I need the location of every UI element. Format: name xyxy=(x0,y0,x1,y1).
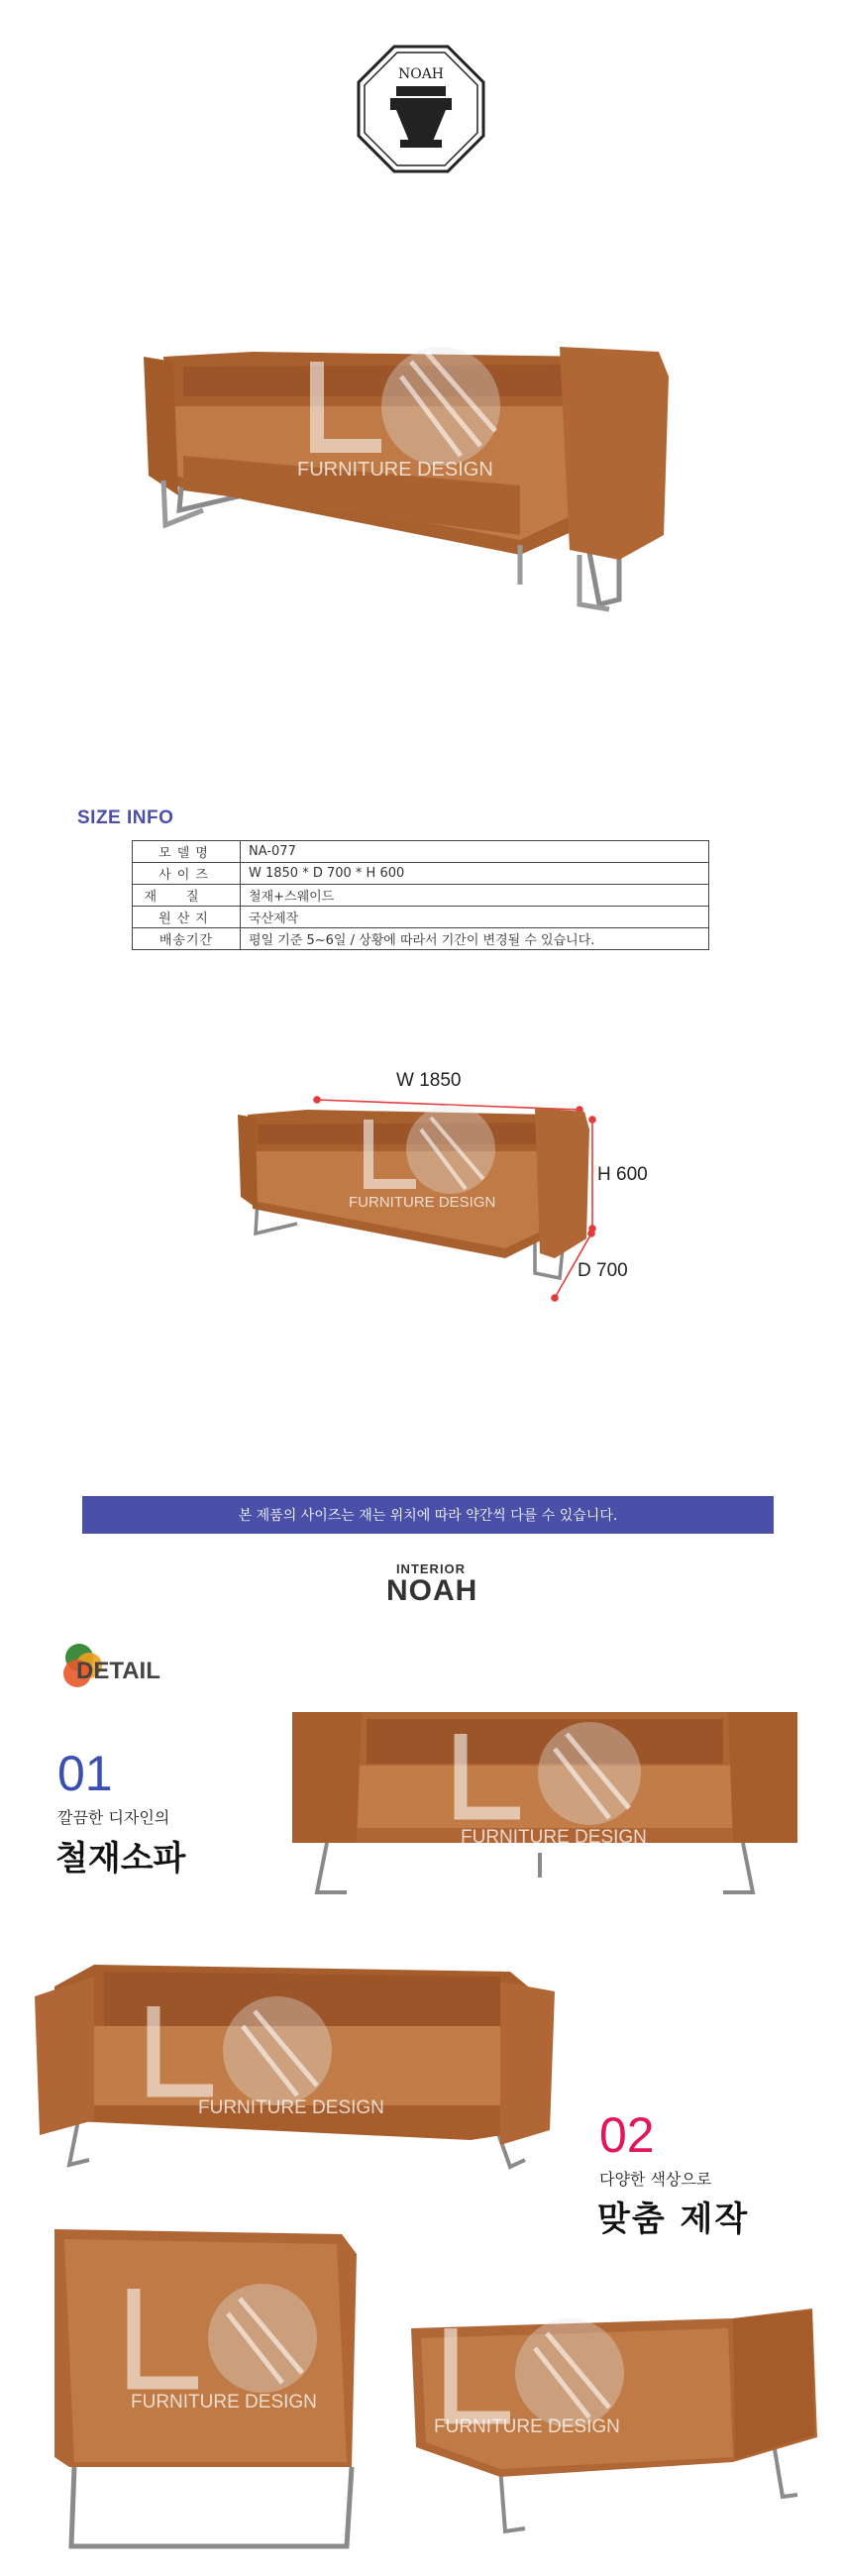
feature-subtitle: 깔끔한 디자인의 xyxy=(57,1808,170,1827)
feature-title: 맞춤 제작 xyxy=(597,2200,750,2239)
detail-sofa-front-image xyxy=(287,1704,802,1902)
table-row xyxy=(133,907,709,928)
feature-number: 02 xyxy=(599,2107,655,2163)
width-dimension: W 1850 xyxy=(396,1070,462,1091)
spec-label: 사이즈 xyxy=(133,863,241,885)
watermark-text: FURNITURE DESIGN xyxy=(198,2097,384,2118)
noah-logo xyxy=(357,45,485,173)
main-sofa-image xyxy=(144,337,669,619)
depth-dimension: D 700 xyxy=(578,1260,628,1281)
feature-number: 01 xyxy=(57,1746,113,1801)
table-row xyxy=(133,863,709,885)
table-row xyxy=(133,885,709,907)
watermark-text: FURNITURE DESIGN xyxy=(434,2416,620,2437)
detail-sofa-angle-image xyxy=(35,1957,555,2170)
spec-label: 재질 xyxy=(133,885,241,907)
spec-value: 철재+스웨이드 xyxy=(241,885,709,907)
watermark-text: FURNITURE DESIGN xyxy=(131,2392,317,2413)
feature-title: 철재소파 xyxy=(55,1839,186,1878)
size-info-title: SIZE INFO xyxy=(77,807,174,828)
logo-brand-text: NOAH xyxy=(397,66,445,82)
size-notice-bar: 본 제품의 사이즈는 재는 위치에 따라 약간씩 다를 수 있습니다. xyxy=(82,1496,774,1534)
interior-noah-logo xyxy=(386,1561,478,1607)
detail-label: DETAIL xyxy=(76,1658,160,1684)
feature-subtitle: 다양한 색상으로 xyxy=(599,2170,712,2189)
watermark-text: FURNITURE DESIGN xyxy=(297,459,493,481)
spec-value: 국산제작 xyxy=(241,907,709,928)
spec-table xyxy=(132,840,709,950)
interior-logo-line2: NOAH xyxy=(386,1574,478,1607)
spec-value: 평일 기준 5~6일 / 상황에 따라서 기간이 변경될 수 있습니다. xyxy=(241,928,709,950)
spec-value: W 1850 * D 700 * H 600 xyxy=(241,863,709,885)
table-row xyxy=(133,841,709,863)
dimension-diagram xyxy=(238,1090,654,1318)
spec-label: 모델명 xyxy=(133,841,241,863)
interior-logo-line1: INTERIOR xyxy=(395,1561,467,1576)
table-row xyxy=(133,928,709,950)
height-dimension: H 600 xyxy=(597,1164,648,1185)
spec-label: 배송기간 xyxy=(133,928,241,950)
spec-value: NA-077 xyxy=(241,841,709,863)
detail-sofa-back-image xyxy=(406,2299,817,2536)
watermark-text: FURNITURE DESIGN xyxy=(461,1827,647,1848)
detail-sofa-side-image xyxy=(50,2219,367,2556)
watermark-text: FURNITURE DESIGN xyxy=(349,1194,496,1211)
spec-label: 원산지 xyxy=(133,907,241,928)
